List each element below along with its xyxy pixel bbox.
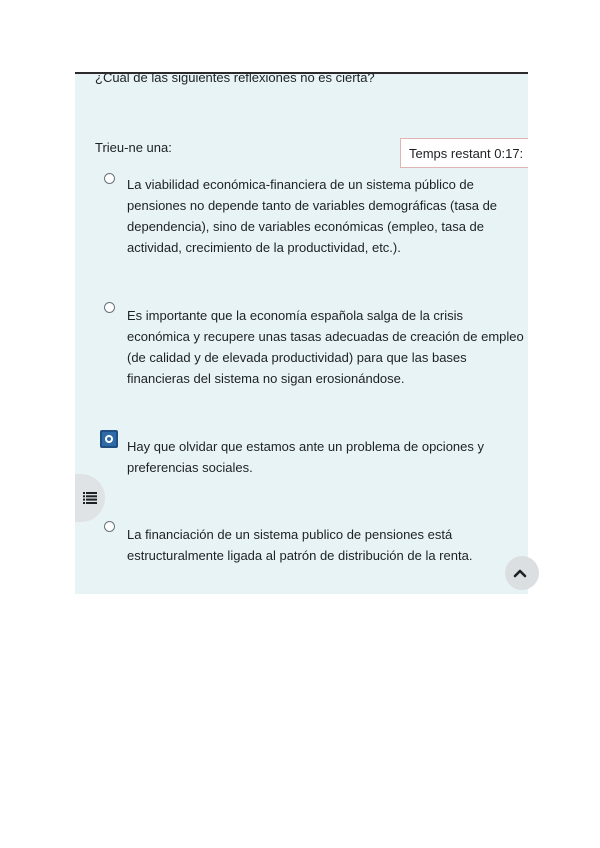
- time-remaining-badge: Temps restant 0:17:: [400, 138, 528, 168]
- chevron-up-icon: [513, 568, 527, 578]
- option-3-label[interactable]: Hay que olvidar que estamos ante un problema de opciones y preferencias sociales.: [127, 439, 484, 475]
- list-icon: [83, 492, 97, 504]
- back-to-top-button[interactable]: [505, 556, 539, 590]
- option-4-radio[interactable]: [104, 521, 115, 532]
- option-1-radio[interactable]: [104, 173, 115, 184]
- question-text: ¿Cuál de las siguientes reflexiones no es cierta?: [95, 74, 375, 85]
- option-2-label[interactable]: Es importante que la economía española salga de la crisis económica y recupere unas tasas adecuadas de creación de empleo (de calidad y de elevada productividad) para que las bases financieras del sistema no sigan erosionándose.: [127, 308, 524, 386]
- question-panel: [75, 74, 528, 594]
- option-3-radio-selected[interactable]: [100, 430, 118, 448]
- answer-prompt: Trieu-ne una:: [95, 140, 172, 155]
- option-2-radio[interactable]: [104, 302, 115, 313]
- option-4-label[interactable]: La financiación de un sistema publico de pensiones está estructuralmente ligada al patrón de distribución de la renta.: [127, 527, 473, 563]
- radio-selected-icon: [104, 434, 114, 444]
- option-1-label[interactable]: La viabilidad económica-financiera de un sistema público de pensiones no depende tanto de variables demográficas (tasa de dependencia), sino de variables económicas (empleo, tasa de actividad, crecimiento de la productividad, etc.).: [127, 177, 498, 255]
